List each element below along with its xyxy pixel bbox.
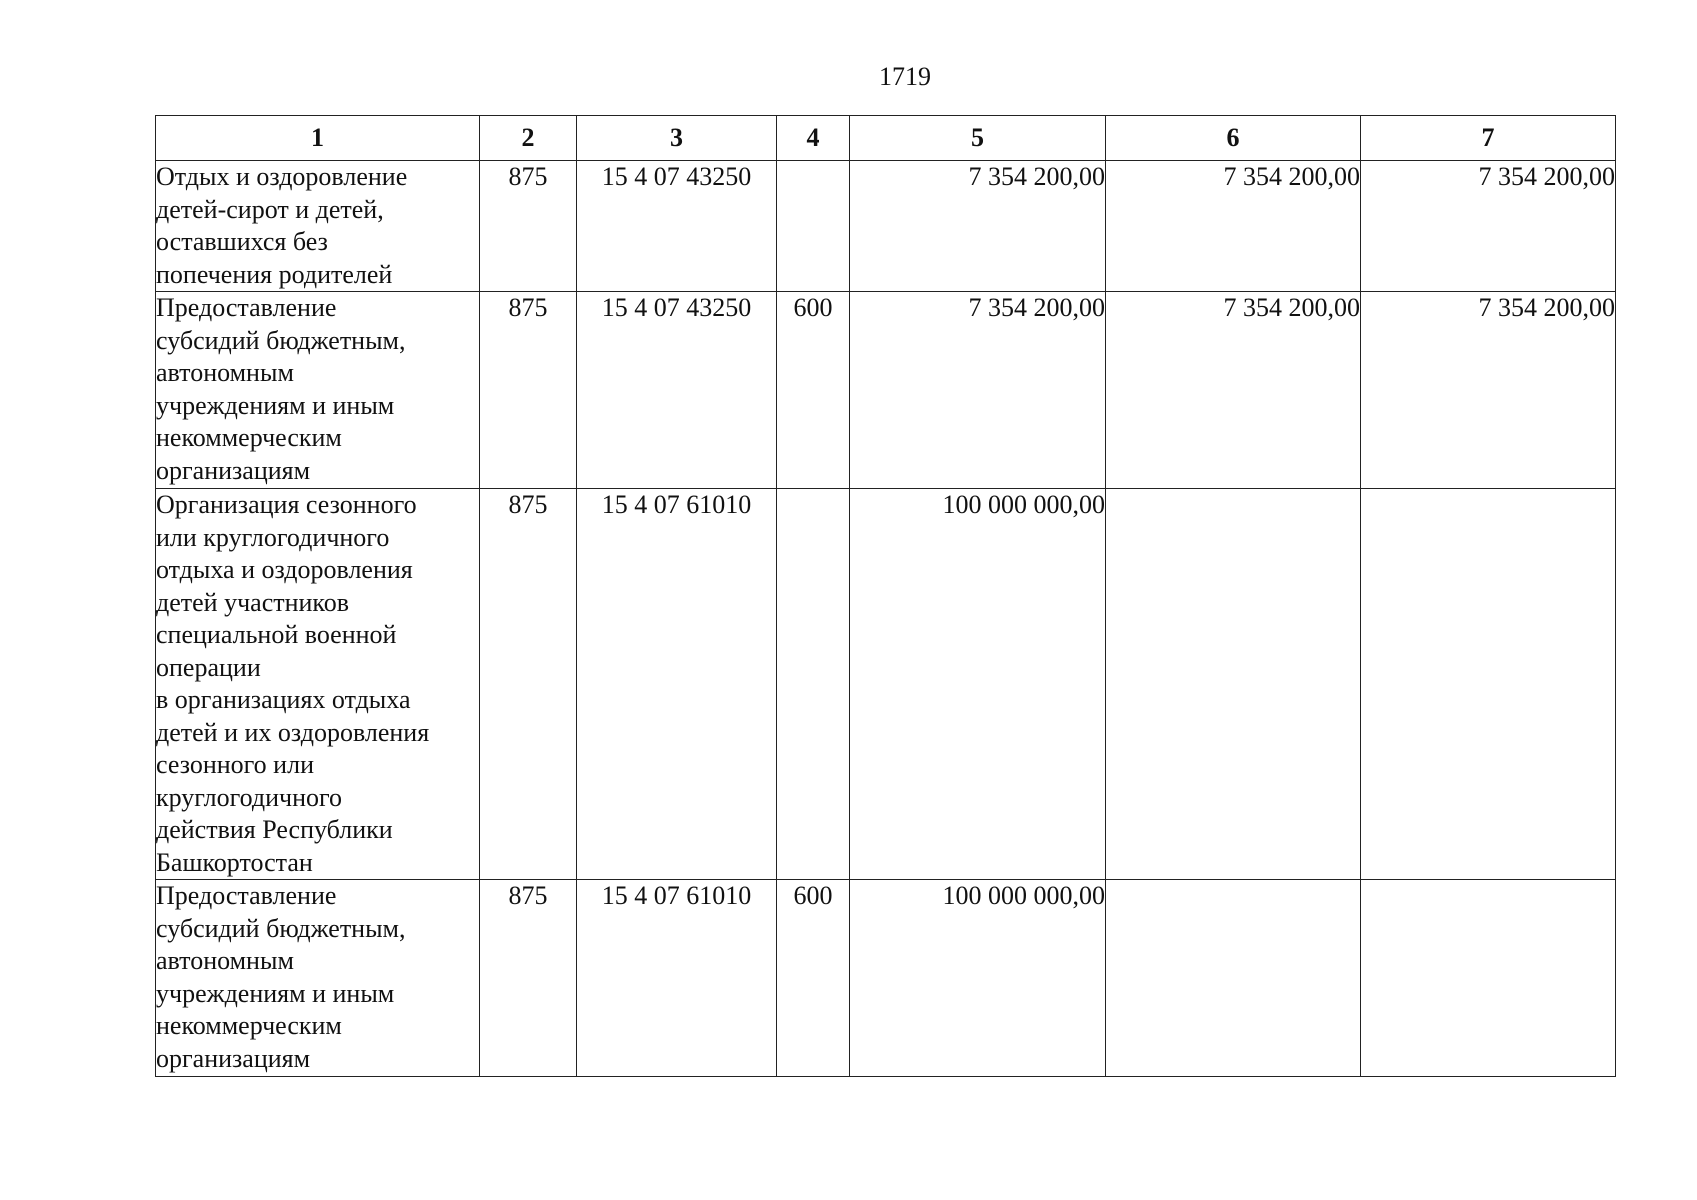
column-header-2: 2 bbox=[480, 116, 577, 161]
table-row bbox=[156, 489, 1616, 880]
row-name-cell: Предоставление субсидий бюджетным, автономным учреждениям и иным некоммерческим организациям bbox=[156, 292, 480, 489]
amount-col7-cell: 7 354 200,00 bbox=[1361, 292, 1616, 489]
amount-col6-cell bbox=[1106, 880, 1361, 1077]
expense-type-cell bbox=[777, 489, 850, 880]
amount-col5-cell: 100 000 000,00 bbox=[850, 880, 1106, 1077]
admin-code-cell: 875 bbox=[480, 489, 577, 880]
header-row bbox=[156, 116, 1616, 161]
amount-col6-cell bbox=[1106, 489, 1361, 880]
amount-col6-cell: 7 354 200,00 bbox=[1106, 161, 1361, 292]
column-header-4: 4 bbox=[777, 116, 850, 161]
page-number: 1719 bbox=[879, 62, 931, 91]
target-article-cell: 15 4 07 61010 bbox=[577, 880, 777, 1077]
table-row bbox=[156, 161, 1616, 292]
target-article-cell: 15 4 07 61010 bbox=[577, 489, 777, 880]
target-article-cell: 15 4 07 43250 bbox=[577, 292, 777, 489]
admin-code-cell: 875 bbox=[480, 880, 577, 1077]
column-header-3: 3 bbox=[577, 116, 777, 161]
column-header-1: 1 bbox=[156, 116, 480, 161]
row-name-cell: Отдых и оздоровление детей-сирот и детей, оставшихся без попечения родителей bbox=[156, 161, 480, 292]
row-name-cell: Предоставление субсидий бюджетным, автономным учреждениям и иным некоммерческим организациям bbox=[156, 880, 480, 1077]
expense-type-cell bbox=[777, 161, 850, 292]
column-header-5: 5 bbox=[850, 116, 1106, 161]
column-header-6: 6 bbox=[1106, 116, 1361, 161]
amount-col5-cell: 100 000 000,00 bbox=[850, 489, 1106, 880]
target-article-cell: 15 4 07 43250 bbox=[577, 161, 777, 292]
table-row bbox=[156, 292, 1616, 489]
amount-col5-cell: 7 354 200,00 bbox=[850, 292, 1106, 489]
expense-type-cell: 600 bbox=[777, 880, 850, 1077]
budget-table bbox=[155, 115, 1616, 1077]
column-header-7: 7 bbox=[1361, 116, 1616, 161]
amount-col7-cell: 7 354 200,00 bbox=[1361, 161, 1616, 292]
amount-col7-cell bbox=[1361, 880, 1616, 1077]
amount-col6-cell: 7 354 200,00 bbox=[1106, 292, 1361, 489]
amount-col5-cell: 7 354 200,00 bbox=[850, 161, 1106, 292]
expense-type-cell: 600 bbox=[777, 292, 850, 489]
amount-col7-cell bbox=[1361, 489, 1616, 880]
admin-code-cell: 875 bbox=[480, 161, 577, 292]
table-row bbox=[156, 880, 1616, 1077]
row-name-cell: Организация сезонного или круглогодичного отдыха и оздоровления детей участников специальной военной операции в организациях отдыха детей и их оздоровления сезонного или круглогодичного действия Республики Башкортостан bbox=[156, 489, 480, 880]
admin-code-cell: 875 bbox=[480, 292, 577, 489]
